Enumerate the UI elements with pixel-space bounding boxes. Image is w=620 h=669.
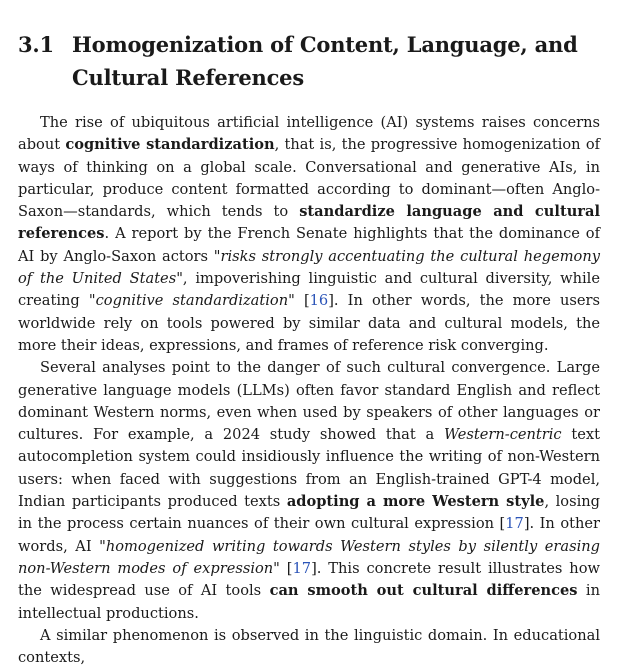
citation-link[interactable]: 17 [505, 515, 524, 533]
paragraph-3 [18, 625, 600, 669]
emphasis-bold: cognitive standardization [65, 136, 275, 154]
section-heading [18, 28, 600, 94]
paragraph-text: , that is, the progressive homogenization of ways of thinking on a global scale. Conversational and generative AIs, in particular, produce content formatted according to dominant—often Anglo-Saxon—standards, which tends to [18, 136, 601, 221]
section-title: Homogenization of Content, Language, and Cultural References [72, 32, 578, 90]
paragraph-text: ]. In other words, AI " [18, 515, 601, 555]
paragraph-text: text autocompletion system could insidiously influence the writing of non-Western users: when faced with suggestions from an English-trained GPT-4 model, Indian participants produced texts [18, 426, 600, 511]
paragraph-text: ]. This concrete result illustrates how the widespread use of AI tools [18, 559, 600, 600]
paragraph-text: ", impoverishing linguistic and cultural diversity, while creating " [18, 270, 600, 310]
page [18, 0, 600, 669]
paragraph-1 [18, 112, 600, 357]
citation-link[interactable]: 17 [292, 559, 312, 577]
paragraph-text: " [ [273, 559, 293, 577]
paragraph-text: The rise of ubiquitous artificial intelligence (AI) systems raises concerns about [18, 114, 600, 154]
paragraph-text: , losing in the process certain nuances of their own cultural expression [ [18, 493, 600, 533]
paragraph-2 [18, 357, 600, 625]
quote-italic: homogenized writing towards Western styles by silently erasing non-Western modes of expression [18, 537, 600, 577]
emphasis-bold: standardize language and cultural references [18, 203, 600, 243]
paragraph-text: Several analyses point to the danger of such cultural convergence. Large generative language models (LLMs) often favor standard English and reflect dominant Western norms, even when used by speakers of other languages or cultures. For example, a 2024 study showed that a [18, 359, 600, 444]
quote-italic: risks strongly accentuating the cultural hegemony of the United States [18, 247, 600, 288]
paragraph-text: ]. In other words, the more users worldwide rely on tools powered by similar data and cultural models, the more their ideas, expressions, and frames of reference risk converging. [18, 292, 600, 354]
citation-link[interactable]: 16 [309, 292, 329, 310]
paragraph-text: in intellectual productions. [18, 582, 601, 622]
paragraph-text: . A report by the French Senate highlights that the dominance of AI by Anglo-Saxon actors " [18, 225, 600, 265]
section-number: 3.1 [18, 32, 54, 57]
paragraph-text: A similar phenomenon is observed in the linguistic domain. In educational contexts, [18, 626, 600, 667]
emphasis-bold: adopting a more Western style [286, 493, 545, 511]
paragraph-text: " [ [288, 292, 310, 310]
quote-italic: cognitive standardization [95, 292, 289, 310]
emphasis-bold: can smooth out cultural differences [269, 582, 578, 600]
emphasis-italic: Western-centric [443, 426, 562, 444]
